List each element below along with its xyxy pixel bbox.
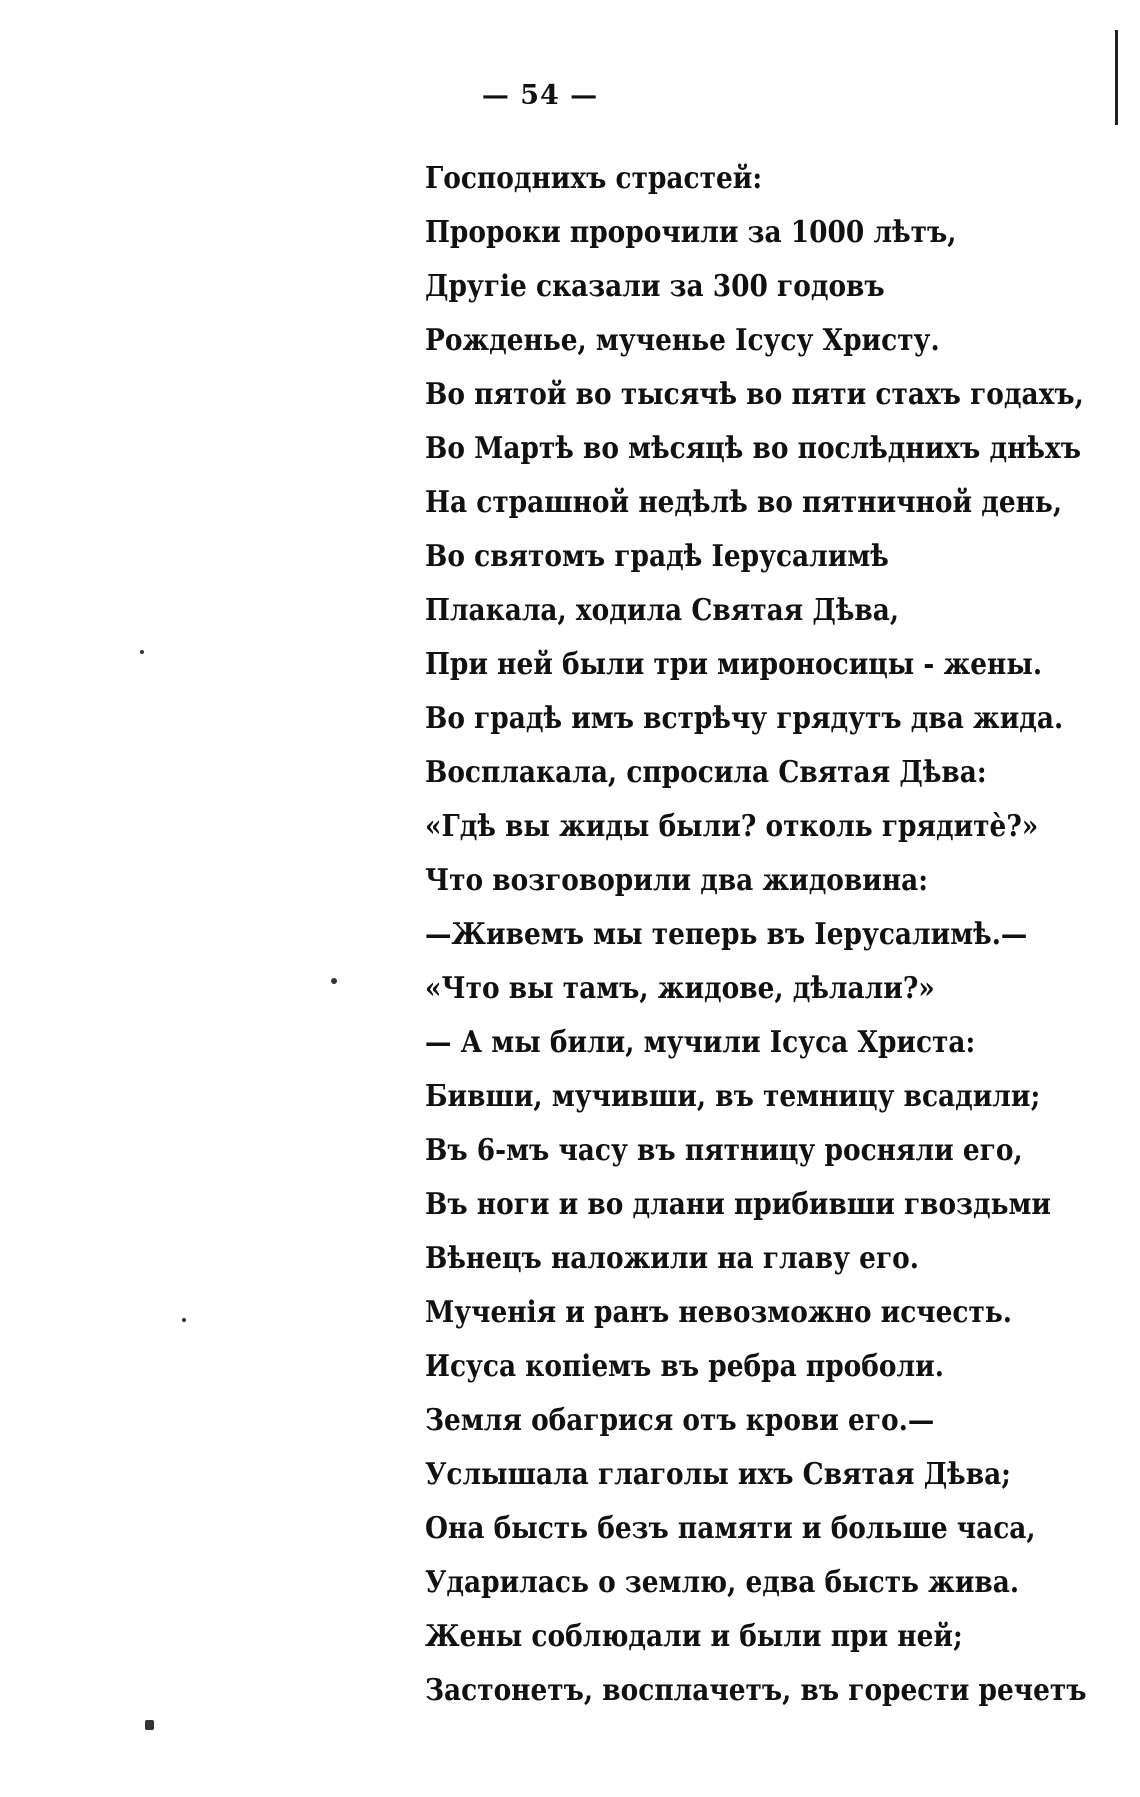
verse-line: Во святомъ градѣ Іерусалимѣ: [425, 539, 889, 574]
verse-line: Другіе сказали за 300 годовъ: [425, 269, 885, 304]
ink-speck: [145, 1720, 154, 1730]
verse-line: Земля обагрися отъ крови его.—: [425, 1403, 935, 1438]
verse-text: [425, 152, 1085, 1718]
verse-line: Рожденье, мученье Ісусу Христу.: [425, 323, 940, 358]
verse-line: Господнихъ страстей:: [425, 161, 763, 196]
verse-line: Застонетъ, восплачетъ, въ горести речетъ: [425, 1673, 1087, 1708]
verse-line: —Живемъ мы теперь въ Іерусалимѣ.—: [425, 917, 1028, 952]
verse-line: Исуса копіемъ въ ребра проболи.: [425, 1349, 944, 1384]
page-number: — 54 —: [481, 80, 599, 111]
verse-line: Восплакала, спросила Святая Дѣва:: [425, 755, 987, 790]
verse-line: — А мы били, мучили Ісуса Христа:: [425, 1025, 976, 1060]
verse-line: Ударилась о землю, едва бысть жива.: [425, 1565, 1020, 1600]
verse-line: Вѣнецъ наложили на главу его.: [425, 1241, 919, 1276]
verse-line: Плакала, ходила Святая Дѣва,: [425, 593, 900, 628]
verse-line: Жены соблюдали и были при ней;: [425, 1619, 963, 1654]
verse-line: «Что вы тамъ, жидове, дѣлали?»: [425, 971, 935, 1006]
ink-speck: [331, 978, 337, 984]
verse-line: Она бысть безъ памяти и больше часа,: [425, 1511, 1036, 1546]
verse-line: Въ 6-мъ часу въ пятницу росняли его,: [425, 1133, 1023, 1168]
verse-line: Бивши, мучивши, въ темницу всадили;: [425, 1079, 1041, 1114]
verse-line: Въ ноги и во длани прибивши гвоздьми: [425, 1187, 1052, 1222]
verse-line: На страшной недѣлѣ во пятничной день,: [425, 485, 1063, 520]
ink-speck: [182, 1318, 186, 1322]
verse-line: Услышала глаголы ихъ Святая Дѣва;: [425, 1457, 1011, 1492]
verse-line: «Гдѣ вы жиды были? отколь грядитѐ?»: [425, 809, 1039, 844]
verse-line: Пророки пророчили за 1000 лѣтъ,: [425, 215, 957, 250]
verse-line: Во пятой во тысячѣ во пяти стахъ годахъ,: [425, 377, 1084, 412]
verse-line: Во градѣ имъ встрѣчу грядутъ два жида.: [425, 701, 1064, 736]
verse-line: Что возговорили два жидовина:: [425, 863, 929, 898]
verse-line: Мученія и ранъ невозможно исчесть.: [425, 1295, 1012, 1330]
ink-speck: [140, 650, 144, 654]
verse-line: При ней были три мироносицы - жены.: [425, 647, 1043, 682]
verse-line: Во Мартѣ во мѣсяцѣ во послѣднихъ днѣхъ: [425, 431, 1081, 466]
